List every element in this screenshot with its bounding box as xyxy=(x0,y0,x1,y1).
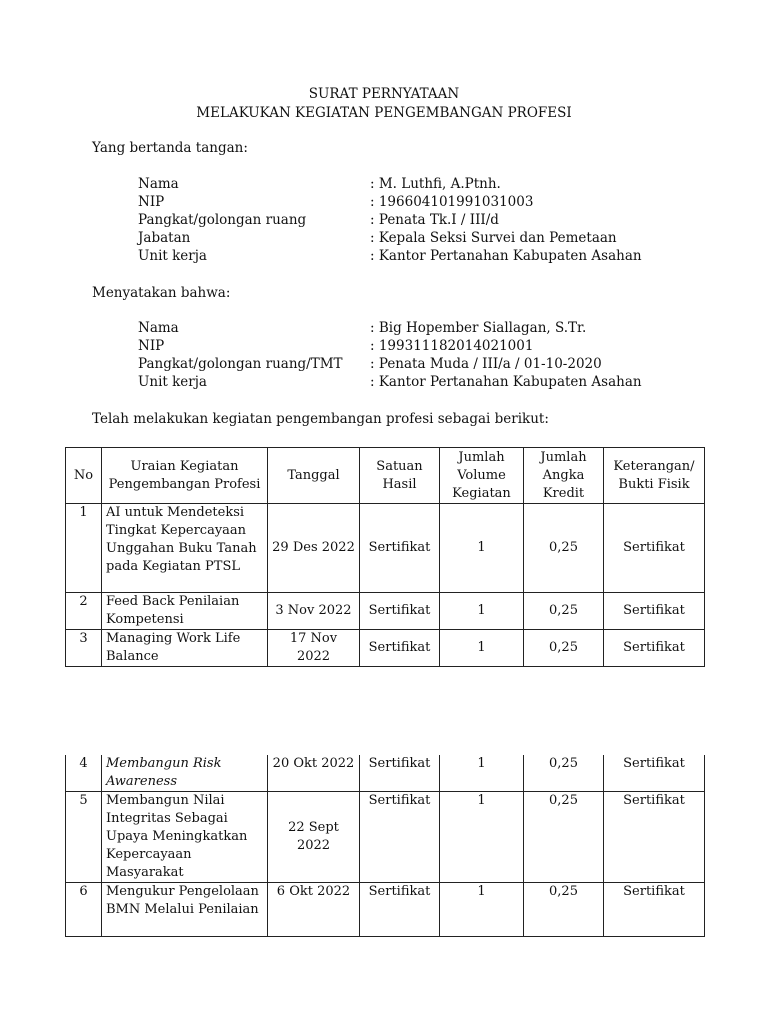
cell-satuan: Sertifikat xyxy=(360,792,440,883)
header-tanggal: Tanggal xyxy=(268,448,360,504)
cell-tanggal: 29 Des 2022 xyxy=(268,504,360,593)
activity-table-continued xyxy=(65,755,705,937)
cell-satuan: Sertifikat xyxy=(360,504,440,593)
signer-label: NIP xyxy=(138,194,165,210)
cell-volume: 1 xyxy=(440,883,524,937)
header-keterangan: Keterangan/ Bukti Fisik xyxy=(604,448,705,504)
activity-table xyxy=(65,447,705,667)
cell-volume: 1 xyxy=(440,630,524,667)
header-kredit: Jumlah Angka Kredit xyxy=(524,448,604,504)
subject-label: Unit kerja xyxy=(138,374,207,390)
header-uraian: Uraian Kegiatan Pengembangan Profesi xyxy=(102,448,268,504)
cell-keterangan: Sertifikat xyxy=(604,883,705,937)
cell-keterangan: Sertifikat xyxy=(604,504,705,593)
cell-tanggal: 20 Okt 2022 xyxy=(268,755,360,792)
signer-intro: Yang bertanda tangan: xyxy=(92,140,248,156)
signer-value: : Penata Tk.I / III/d xyxy=(370,212,499,228)
cell-no: 5 xyxy=(66,792,102,883)
cell-no: 4 xyxy=(66,755,102,792)
header-satuan: Satuan Hasil xyxy=(360,448,440,504)
subject-value: : Penata Muda / III/a / 01-10-2020 xyxy=(370,356,602,372)
cell-no: 1 xyxy=(66,504,102,593)
cell-kredit: 0,25 xyxy=(524,504,604,593)
cell-uraian: Membangun Risk Awareness xyxy=(102,755,268,792)
table-row xyxy=(66,883,705,937)
statement-text: Telah melakukan kegiatan pengembangan profesi sebagai berikut: xyxy=(92,411,549,427)
cell-tanggal: 22 Sept 2022 xyxy=(268,792,360,883)
cell-uraian: Feed Back Penilaian Kompetensi xyxy=(102,593,268,630)
cell-volume: 1 xyxy=(440,504,524,593)
signer-value: : M. Luthfi, A.Ptnh. xyxy=(370,176,501,192)
cell-tanggal: 6 Okt 2022 xyxy=(268,883,360,937)
cell-kredit: 0,25 xyxy=(524,630,604,667)
cell-satuan: Sertifikat xyxy=(360,755,440,792)
cell-uraian: Membangun Nilai Integritas Sebagai Upaya Meningkatkan Kepercayaan Masyarakat xyxy=(102,792,268,883)
cell-kredit: 0,25 xyxy=(524,593,604,630)
signer-label: Unit kerja xyxy=(138,248,207,264)
subject-intro: Menyatakan bahwa: xyxy=(92,285,231,301)
cell-tanggal: 3 Nov 2022 xyxy=(268,593,360,630)
subject-value: : Kantor Pertanahan Kabupaten Asahan xyxy=(370,374,642,390)
table-row xyxy=(66,630,705,667)
signer-label: Jabatan xyxy=(138,230,191,246)
signer-label: Pangkat/golongan ruang xyxy=(138,212,307,228)
table-row xyxy=(66,593,705,630)
signer-value: : Kantor Pertanahan Kabupaten Asahan xyxy=(370,248,642,264)
table-row xyxy=(66,755,705,792)
table-row xyxy=(66,792,705,883)
subject-value: : Big Hopember Siallagan, S.Tr. xyxy=(370,320,587,336)
cell-keterangan: Sertifikat xyxy=(604,755,705,792)
table-row xyxy=(66,504,705,593)
subject-value: : 199311182014021001 xyxy=(370,338,534,354)
cell-keterangan: Sertifikat xyxy=(604,792,705,883)
cell-uraian: AI untuk Mendeteksi Tingkat Kepercayaan Unggahan Buku Tanah pada Kegiatan PTSL xyxy=(102,504,268,593)
signer-label: Nama xyxy=(138,176,179,192)
header-volume: Jumlah Volume Kegiatan xyxy=(440,448,524,504)
doc-title: SURAT PERNYATAAN xyxy=(308,86,460,102)
subject-label: Nama xyxy=(138,320,179,336)
cell-volume: 1 xyxy=(440,792,524,883)
doc-subtitle: MELAKUKAN KEGIATAN PENGEMBANGAN PROFESI xyxy=(196,105,572,121)
cell-satuan: Sertifikat xyxy=(360,883,440,937)
signer-value: : Kepala Seksi Survei dan Pemetaan xyxy=(370,230,617,246)
cell-tanggal: 17 Nov 2022 xyxy=(268,630,360,667)
table-header-row xyxy=(66,448,705,504)
cell-satuan: Sertifikat xyxy=(360,593,440,630)
cell-uraian: Mengukur Pengelolaan BMN Melalui Penilaian xyxy=(102,883,268,937)
cell-keterangan: Sertifikat xyxy=(604,593,705,630)
subject-label: NIP xyxy=(138,338,165,354)
signer-value: : 196604101991031003 xyxy=(370,194,534,210)
cell-volume: 1 xyxy=(440,755,524,792)
header-no: No xyxy=(66,448,102,504)
cell-no: 2 xyxy=(66,593,102,630)
cell-uraian: Managing Work Life Balance xyxy=(102,630,268,667)
cell-kredit: 0,25 xyxy=(524,792,604,883)
cell-satuan: Sertifikat xyxy=(360,630,440,667)
cell-volume: 1 xyxy=(440,593,524,630)
subject-label: Pangkat/golongan ruang/TMT xyxy=(138,356,343,372)
cell-keterangan: Sertifikat xyxy=(604,630,705,667)
cell-kredit: 0,25 xyxy=(524,883,604,937)
cell-kredit: 0,25 xyxy=(524,755,604,792)
cell-no: 6 xyxy=(66,883,102,937)
cell-no: 3 xyxy=(66,630,102,667)
